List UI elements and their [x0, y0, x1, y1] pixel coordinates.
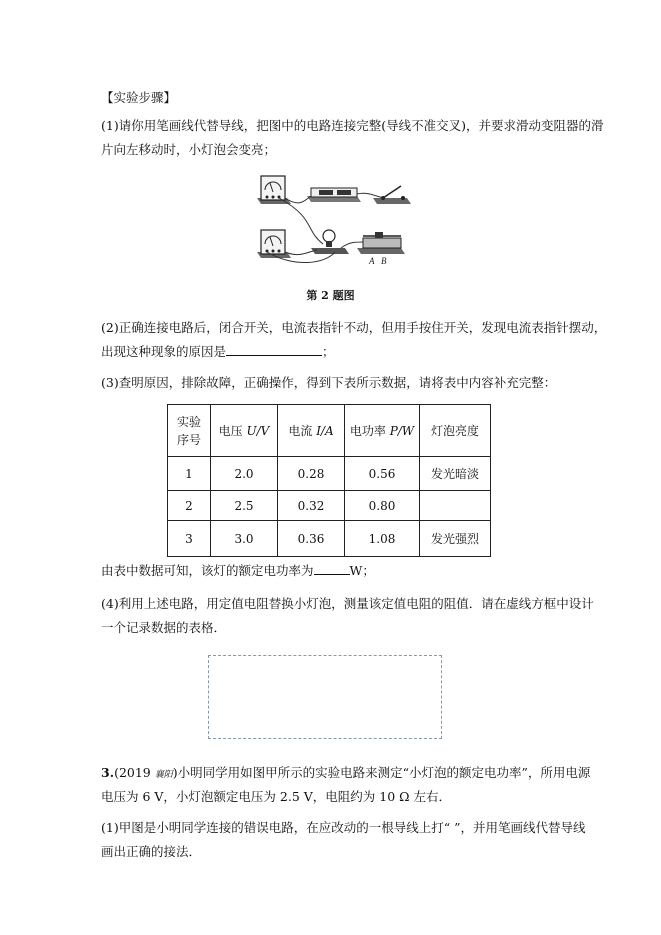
- header-brightness: 灯泡亮度: [420, 405, 491, 457]
- ammeter-icon: [257, 176, 291, 204]
- step2-line1: (2)正确连接电路后，闭合开关，电流表指针不动，但用手按住开关，发现电流表指针摆动，: [101, 320, 607, 335]
- cell-brightness: 发光强烈: [420, 521, 491, 557]
- cell-voltage: 3.0: [211, 521, 278, 557]
- header-voltage: [211, 405, 278, 457]
- cell-index: 2: [168, 491, 211, 521]
- header-power-label: 电功率: [349, 423, 386, 438]
- switch-icon: [373, 186, 411, 204]
- step1-line1: (1)请你用笔画线代替导线，把图中的电路连接完整(导线不准交叉)，并要求滑动变阻器的滑: [101, 118, 604, 133]
- rheostat-label-a: A: [369, 256, 375, 266]
- q3-sub1-line2: 画出正确的接法．: [101, 844, 202, 859]
- cell-voltage: 2.0: [211, 457, 278, 491]
- answer-blank-reason[interactable]: [226, 355, 322, 356]
- q3-source: 襄阳: [154, 770, 173, 780]
- figure-caption: 第 2 题图: [306, 289, 355, 302]
- header-current: [278, 405, 345, 457]
- cell-power: 0.80: [345, 491, 420, 521]
- header-current-unit: I/A: [316, 423, 334, 438]
- table-row: [168, 457, 491, 491]
- cell-current: 0.36: [278, 521, 345, 557]
- step2-line2: [101, 344, 335, 360]
- step4-line2: 一个记录数据的表格．: [101, 620, 227, 635]
- data-table: [167, 404, 491, 557]
- cell-voltage: 2.5: [211, 491, 278, 521]
- battery-icon: [307, 188, 361, 202]
- table-row: [168, 491, 491, 521]
- q3-line2: 电压为 6 V，小灯泡额定电压为 2.5 V，电阻约为 10 Ω 左右．: [101, 789, 451, 804]
- cell-power: 1.08: [345, 521, 420, 557]
- cell-index: 3: [168, 521, 211, 557]
- rheostat-icon: [357, 232, 405, 254]
- circuit-figure: [245, 168, 425, 274]
- step2-line2-end: ；: [322, 344, 335, 359]
- voltmeter-icon: [257, 230, 291, 258]
- header-power-unit: P/W: [389, 423, 415, 438]
- dashed-answer-box[interactable]: [208, 655, 442, 739]
- step2-line2-text: 出现这种现象的原因是: [101, 344, 227, 359]
- q3-sub1-line1: (1)甲图是小明同学连接的错误电路，在应改动的一根导线上打“ ”，并用笔画线代替导线: [101, 820, 586, 835]
- cell-brightness: 发光暗淡: [420, 457, 491, 491]
- table-header-row: [168, 405, 491, 457]
- cell-current: 0.28: [278, 457, 345, 491]
- step1-line2: 片向左移动时，小灯泡会变亮；: [101, 142, 277, 157]
- answer-blank-rated-power[interactable]: [314, 574, 350, 575]
- rheostat-label-b: B: [381, 256, 387, 266]
- rated-power-line: [101, 563, 375, 579]
- q3-year: (2019: [114, 765, 155, 780]
- rated-power-text: 由表中数据可知，该灯的额定电功率为: [101, 563, 314, 578]
- step4-line1: (4)利用上述电路，用定值电阻替换小灯泡，测量该定值电阻的阻值．请在虚线方框中设计: [101, 596, 594, 611]
- header-index: [168, 405, 211, 457]
- header-current-label: 电流: [288, 423, 313, 438]
- rated-power-unit: W；: [349, 563, 375, 578]
- table-row: [168, 521, 491, 557]
- q3-line1: [101, 765, 590, 783]
- cell-index: 1: [168, 457, 211, 491]
- cell-power: 0.56: [345, 457, 420, 491]
- header-power: [345, 405, 420, 457]
- cell-current: 0.32: [278, 491, 345, 521]
- q3-number: 3.: [101, 765, 115, 780]
- section-title: 【实验步骤】: [101, 90, 177, 105]
- header-index-line2: 序号: [176, 432, 201, 447]
- header-voltage-unit: U/V: [246, 423, 270, 438]
- header-voltage-label: 电压: [218, 423, 243, 438]
- q3-text: )小明同学用如图甲所示的实验电路来测定“小灯泡的额定电功率”，所用电源: [172, 765, 591, 780]
- step3-intro: (3)查明原因，排除故障，正确操作，得到下表所示数据，请将表中内容补充完整：: [101, 375, 557, 390]
- header-index-line1: 实验: [176, 414, 201, 429]
- cell-brightness-blank[interactable]: [420, 491, 491, 521]
